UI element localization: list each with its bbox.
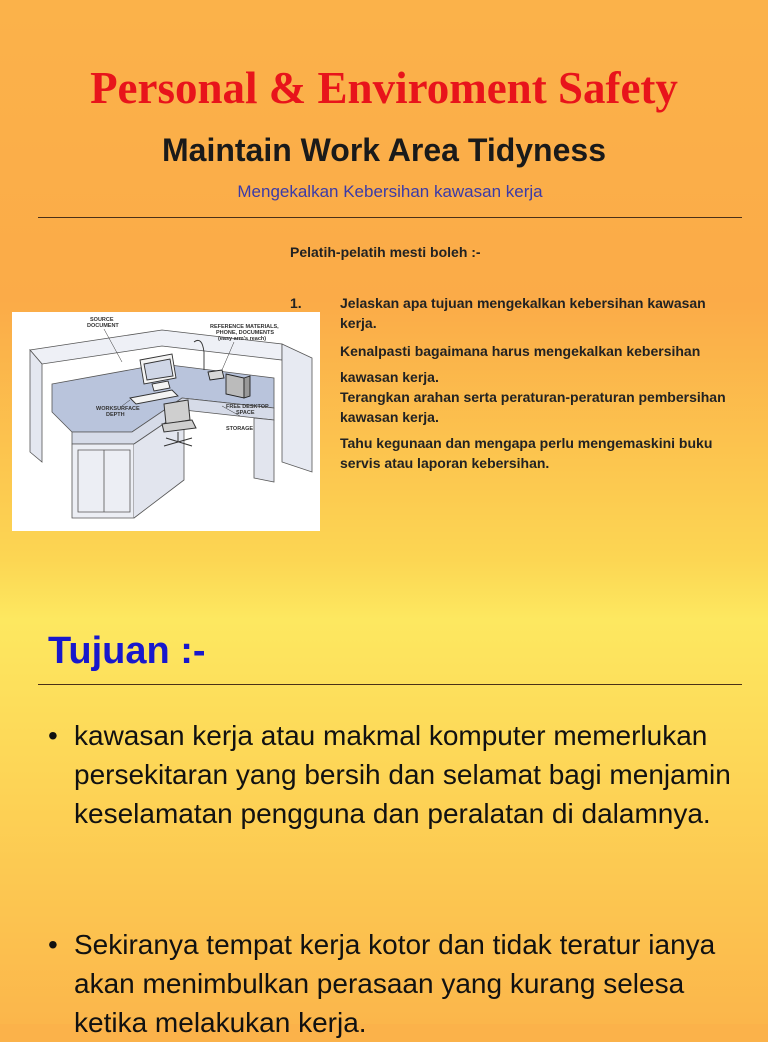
label-reference: REFERENCE MATERIALS,	[210, 324, 279, 330]
bullet-icon: •	[48, 929, 58, 960]
bullet-text: kawasan kerja atau makmal komputer memerlukan persekitaran yang bersih dan selamat bagi menjamin keselamatan pengguna dan peralatan di dalamnya.	[74, 720, 731, 829]
objective-number: 1.	[290, 295, 302, 311]
label-free-desktop: FREE DESKTOP	[226, 404, 269, 410]
slide-subtitle: Maintain Work Area Tidyness	[162, 132, 606, 168]
bullet-text: Sekiranya tempat kerja kotor dan tidak teratur ianya akan menimbulkan perasaan yang kurang selesa ketika melakukan kerja.	[74, 929, 716, 1038]
divider-line	[38, 217, 742, 218]
section-heading: Tujuan :-	[48, 630, 206, 672]
divider-line	[38, 684, 742, 685]
objective-text: Tahu kegunaan dan mengapa perlu mengemaskini buku servis atau laporan kebersihan.	[340, 435, 713, 471]
label-reference: (easy arm's reach)	[218, 336, 267, 342]
label-free-desktop: SPACE	[236, 410, 255, 416]
workstation-drawing	[12, 312, 320, 531]
bullet-icon: •	[48, 720, 58, 751]
label-worksurface: DEPTH	[106, 412, 125, 418]
objective-text: Jelaskan apa tujuan mengekalkan kebersihan kawasan kerja.	[340, 295, 706, 331]
label-reference: PHONE, DOCUMENTS	[216, 330, 275, 336]
label-storage: STORAGE	[226, 426, 254, 432]
slide-2	[0, 512, 768, 1038]
slide-title: Personal & Enviroment Safety	[90, 63, 678, 113]
label-source-document: DOCUMENT	[87, 323, 119, 329]
slide-1	[0, 0, 768, 512]
objectives-intro: Pelatih-pelatih mesti boleh :-	[290, 244, 481, 260]
label-worksurface: WORKSURFACE	[96, 406, 140, 412]
objective-text: Kenalpasti bagaimana harus mengekalkan kebersihan kawasan kerja.	[340, 343, 701, 385]
workstation-illustration	[12, 312, 320, 531]
objective-text: Terangkan arahan serta peraturan-peraturan pembersihan kawasan kerja.	[340, 389, 726, 425]
label-source-document: SOURCE	[90, 317, 114, 323]
slide-subsubtitle: Mengekalkan Kebersihan kawasan kerja	[237, 182, 543, 201]
